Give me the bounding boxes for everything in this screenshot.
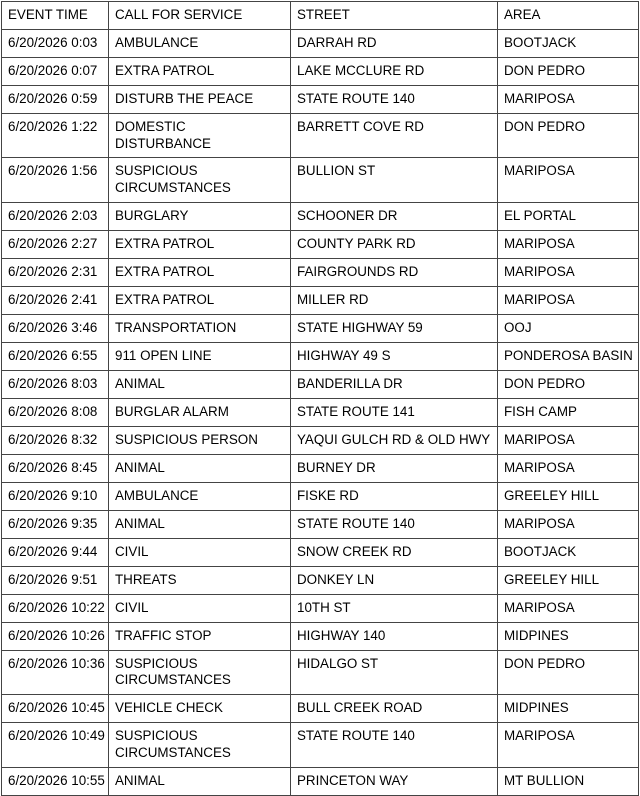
cell-event-time: 6/20/2026 2:31 xyxy=(2,258,109,286)
cell-area: MARIPOSA xyxy=(498,723,639,768)
cell-street: BULLION ST xyxy=(291,158,498,203)
cell-street: STATE ROUTE 140 xyxy=(291,86,498,114)
cell-call-for-service: 911 OPEN LINE xyxy=(109,342,291,370)
cell-call-for-service: EXTRA PATROL xyxy=(109,230,291,258)
table-row xyxy=(2,286,639,314)
cell-area: OOJ xyxy=(498,314,639,342)
cell-event-time: 6/20/2026 10:55 xyxy=(2,767,109,795)
cell-area: MARIPOSA xyxy=(498,158,639,203)
header-call-for-service: CALL FOR SERVICE xyxy=(109,2,291,30)
cell-street: BANDERILLA DR xyxy=(291,370,498,398)
cell-area: MT BULLION xyxy=(498,767,639,795)
cell-call-for-service: DOMESTIC DISTURBANCE xyxy=(109,114,291,158)
cell-area: GREELEY HILL xyxy=(498,482,639,510)
cell-area: DON PEDRO xyxy=(498,370,639,398)
cell-street: 10TH ST xyxy=(291,594,498,622)
cell-event-time: 6/20/2026 1:22 xyxy=(2,114,109,158)
table-row xyxy=(2,202,639,230)
table-row xyxy=(2,86,639,114)
table-row xyxy=(2,114,639,158)
table-row xyxy=(2,398,639,426)
cell-street: DARRAH RD xyxy=(291,30,498,58)
cell-street: BURNEY DR xyxy=(291,454,498,482)
cell-call-for-service: AMBULANCE xyxy=(109,482,291,510)
cell-street: STATE ROUTE 140 xyxy=(291,723,498,768)
cell-event-time: 6/20/2026 10:45 xyxy=(2,695,109,723)
cell-event-time: 6/20/2026 0:03 xyxy=(2,30,109,58)
cell-call-for-service: SUSPICIOUS CIRCUMSTANCES xyxy=(109,158,291,203)
cell-call-for-service: AMBULANCE xyxy=(109,30,291,58)
cell-area: MARIPOSA xyxy=(498,594,639,622)
cell-call-for-service: EXTRA PATROL xyxy=(109,258,291,286)
cell-event-time: 6/20/2026 0:07 xyxy=(2,58,109,86)
cell-event-time: 6/20/2026 9:35 xyxy=(2,510,109,538)
cell-event-time: 6/20/2026 9:51 xyxy=(2,566,109,594)
cell-call-for-service: BURGLARY xyxy=(109,202,291,230)
cell-area: MIDPINES xyxy=(498,622,639,650)
cell-area: MARIPOSA xyxy=(498,426,639,454)
cell-call-for-service: VEHICLE CHECK xyxy=(109,695,291,723)
cell-call-for-service: SUSPICIOUS CIRCUMSTANCES xyxy=(109,650,291,695)
cell-street: DONKEY LN xyxy=(291,566,498,594)
header-street: STREET xyxy=(291,2,498,30)
table-row xyxy=(2,370,639,398)
table-row xyxy=(2,695,639,723)
cell-call-for-service: BURGLAR ALARM xyxy=(109,398,291,426)
table-row xyxy=(2,258,639,286)
cell-street: BULL CREEK ROAD xyxy=(291,695,498,723)
cell-event-time: 6/20/2026 10:49 xyxy=(2,723,109,768)
cell-area: GREELEY HILL xyxy=(498,566,639,594)
cell-call-for-service: SUSPICIOUS CIRCUMSTANCES xyxy=(109,723,291,768)
cell-call-for-service: TRAFFIC STOP xyxy=(109,622,291,650)
cell-street: HIDALGO ST xyxy=(291,650,498,695)
header-event-time: EVENT TIME xyxy=(2,2,109,30)
cell-event-time: 6/20/2026 9:44 xyxy=(2,538,109,566)
table-row xyxy=(2,454,639,482)
table-row xyxy=(2,158,639,203)
cell-call-for-service: SUSPICIOUS PERSON xyxy=(109,426,291,454)
cell-call-for-service: CIVIL xyxy=(109,594,291,622)
cell-area: DON PEDRO xyxy=(498,650,639,695)
cell-call-for-service: CIVIL xyxy=(109,538,291,566)
table-row xyxy=(2,342,639,370)
table-row xyxy=(2,30,639,58)
table-row xyxy=(2,426,639,454)
cell-event-time: 6/20/2026 3:46 xyxy=(2,314,109,342)
cell-event-time: 6/20/2026 8:45 xyxy=(2,454,109,482)
table-row xyxy=(2,566,639,594)
table-row xyxy=(2,510,639,538)
cell-call-for-service: THREATS xyxy=(109,566,291,594)
cell-street: SCHOONER DR xyxy=(291,202,498,230)
cell-event-time: 6/20/2026 10:36 xyxy=(2,650,109,695)
cell-call-for-service: EXTRA PATROL xyxy=(109,286,291,314)
cell-call-for-service: EXTRA PATROL xyxy=(109,58,291,86)
cell-area: DON PEDRO xyxy=(498,58,639,86)
cell-street: BARRETT COVE RD xyxy=(291,114,498,158)
cell-street: STATE ROUTE 141 xyxy=(291,398,498,426)
cell-street: HIGHWAY 49 S xyxy=(291,342,498,370)
cell-event-time: 6/20/2026 0:59 xyxy=(2,86,109,114)
table-row xyxy=(2,650,639,695)
cell-event-time: 6/20/2026 8:32 xyxy=(2,426,109,454)
cell-street: STATE HIGHWAY 59 xyxy=(291,314,498,342)
cell-street: FAIRGROUNDS RD xyxy=(291,258,498,286)
table-row xyxy=(2,538,639,566)
table-row xyxy=(2,594,639,622)
cell-call-for-service: ANIMAL xyxy=(109,454,291,482)
cell-call-for-service: ANIMAL xyxy=(109,767,291,795)
cell-street: COUNTY PARK RD xyxy=(291,230,498,258)
cell-area: MIDPINES xyxy=(498,695,639,723)
table-row xyxy=(2,314,639,342)
cell-area: BOOTJACK xyxy=(498,538,639,566)
table-row xyxy=(2,767,639,795)
call-log-table xyxy=(1,1,639,796)
cell-area: MARIPOSA xyxy=(498,286,639,314)
header-area: AREA xyxy=(498,2,639,30)
cell-area: MARIPOSA xyxy=(498,230,639,258)
cell-area: MARIPOSA xyxy=(498,86,639,114)
table-row xyxy=(2,58,639,86)
cell-street: YAQUI GULCH RD & OLD HWY xyxy=(291,426,498,454)
cell-call-for-service: ANIMAL xyxy=(109,510,291,538)
table-row xyxy=(2,230,639,258)
cell-event-time: 6/20/2026 2:27 xyxy=(2,230,109,258)
cell-event-time: 6/20/2026 6:55 xyxy=(2,342,109,370)
cell-event-time: 6/20/2026 10:22 xyxy=(2,594,109,622)
cell-call-for-service: DISTURB THE PEACE xyxy=(109,86,291,114)
cell-call-for-service: ANIMAL xyxy=(109,370,291,398)
cell-event-time: 6/20/2026 2:41 xyxy=(2,286,109,314)
cell-area: BOOTJACK xyxy=(498,30,639,58)
cell-area: MARIPOSA xyxy=(498,510,639,538)
cell-area: PONDEROSA BASIN xyxy=(498,342,639,370)
table-header-row xyxy=(2,2,639,30)
cell-event-time: 6/20/2026 10:26 xyxy=(2,622,109,650)
table-row xyxy=(2,723,639,768)
cell-street: STATE ROUTE 140 xyxy=(291,510,498,538)
cell-area: DON PEDRO xyxy=(498,114,639,158)
table-row xyxy=(2,482,639,510)
cell-event-time: 6/20/2026 2:03 xyxy=(2,202,109,230)
cell-call-for-service: TRANSPORTATION xyxy=(109,314,291,342)
cell-street: PRINCETON WAY xyxy=(291,767,498,795)
cell-street: LAKE MCCLURE RD xyxy=(291,58,498,86)
cell-street: MILLER RD xyxy=(291,286,498,314)
cell-event-time: 6/20/2026 8:03 xyxy=(2,370,109,398)
cell-event-time: 6/20/2026 1:56 xyxy=(2,158,109,203)
cell-street: SNOW CREEK RD xyxy=(291,538,498,566)
cell-area: MARIPOSA xyxy=(498,454,639,482)
cell-street: HIGHWAY 140 xyxy=(291,622,498,650)
cell-event-time: 6/20/2026 8:08 xyxy=(2,398,109,426)
cell-event-time: 6/20/2026 9:10 xyxy=(2,482,109,510)
cell-area: MARIPOSA xyxy=(498,258,639,286)
cell-street: FISKE RD xyxy=(291,482,498,510)
cell-area: FISH CAMP xyxy=(498,398,639,426)
table-row xyxy=(2,622,639,650)
cell-area: EL PORTAL xyxy=(498,202,639,230)
